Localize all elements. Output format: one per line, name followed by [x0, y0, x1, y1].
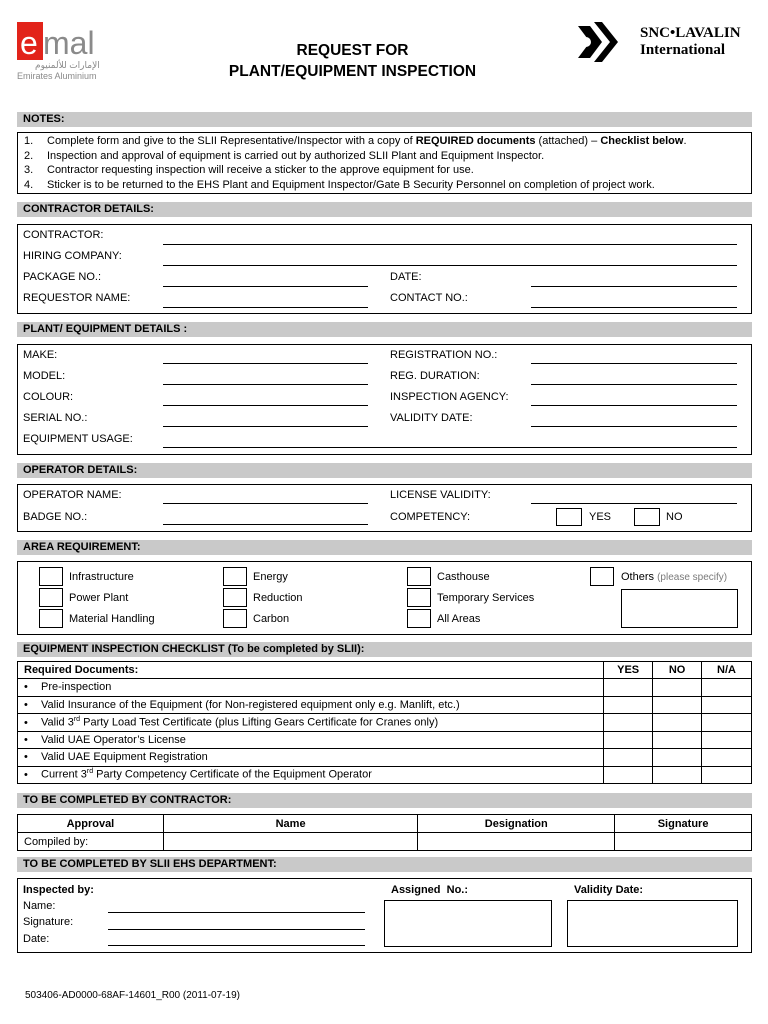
col-name: Name: [163, 815, 418, 833]
na-cell[interactable]: [702, 679, 752, 697]
inspector-name-label: Name:: [23, 900, 56, 912]
serial-no-field[interactable]: [163, 426, 368, 427]
snc-lavalin-logo-icon: [576, 22, 624, 62]
inspected-by-label: Inspected by:: [23, 884, 94, 896]
table-row: [18, 714, 752, 732]
no-cell[interactable]: [653, 696, 702, 714]
colour-label: COLOUR:: [23, 391, 74, 403]
serial-no-label: SERIAL NO.:: [23, 412, 88, 424]
bullet-icon: •: [24, 698, 28, 711]
inspection-date-label: Date:: [23, 933, 50, 945]
area-checkbox-power-plant[interactable]: [39, 588, 63, 607]
checklist-item: • Current 3rd Party Competency Certificate of the Equipment Operator: [18, 766, 604, 784]
license-validity-label: LICENSE VALIDITY:: [390, 489, 491, 501]
form-title-line2: PLANT/EQUIPMENT INSPECTION: [228, 63, 477, 80]
na-cell[interactable]: [702, 696, 752, 714]
competency-label: COMPETENCY:: [390, 511, 471, 523]
col-approval: Approval: [18, 815, 164, 833]
snc-name-line2: International: [640, 42, 726, 58]
operator-details-heading: OPERATOR DETAILS:: [17, 463, 752, 478]
area-label-material-handling: Material Handling: [69, 613, 155, 625]
requestor-name-field[interactable]: [163, 307, 368, 308]
col-na: N/A: [702, 662, 752, 679]
equipment-usage-field[interactable]: [163, 447, 737, 448]
area-checkbox-others[interactable]: [590, 567, 614, 586]
compiled-by-label: Compiled by:: [18, 833, 164, 851]
checklist-item: • Valid UAE Operator’s License: [18, 731, 604, 749]
contractor-label: CONTRACTOR:: [23, 229, 104, 241]
contractor-signoff-heading: TO BE COMPLETED BY CONTRACTOR:: [17, 793, 752, 808]
yes-cell[interactable]: [604, 766, 653, 784]
note-item: 3. Contractor requesting inspection will receive a sticker to the approve equipment for use.: [24, 164, 474, 177]
inspection-agency-label: INSPECTION AGENCY:: [390, 391, 509, 403]
note-item: 2. Inspection and approval of equipment is carried out by authorized SLII Plant and Equipment Inspector.: [24, 149, 545, 162]
contact-no-field[interactable]: [531, 307, 737, 308]
colour-field[interactable]: [163, 405, 368, 406]
checklist-item: • Valid Insurance of the Equipment (for Non-registered equipment only e.g. Manlift, etc.): [18, 696, 604, 714]
area-label-reduction: Reduction: [253, 592, 303, 604]
inspector-signature-field[interactable]: [108, 929, 365, 930]
area-label-casthouse: Casthouse: [437, 571, 490, 583]
ehs-validity-date-field[interactable]: [567, 900, 738, 947]
table-row: [18, 766, 752, 784]
checklist-table: [17, 661, 752, 784]
area-checkbox-all-areas[interactable]: [407, 609, 431, 628]
yes-cell[interactable]: [604, 679, 653, 697]
area-label-temporary-services: Temporary Services: [437, 592, 535, 604]
ehs-heading: TO BE COMPLETED BY SLII EHS DEPARTMENT:: [17, 857, 752, 872]
emal-arabic-name: الإمارات للألمنيوم: [35, 60, 100, 70]
bullet-icon: •: [24, 733, 28, 746]
assigned-no-label: Assigned No.:: [391, 884, 469, 896]
yes-cell[interactable]: [604, 714, 653, 732]
contractor-field[interactable]: [163, 244, 737, 245]
table-row: [18, 833, 752, 851]
col-yes: YES: [604, 662, 653, 679]
snc-lavalin-name: [640, 25, 741, 59]
area-checkbox-infrastructure[interactable]: [39, 567, 63, 586]
no-cell[interactable]: [653, 679, 702, 697]
others-specify-field[interactable]: [621, 589, 738, 628]
na-cell[interactable]: [702, 749, 752, 767]
others-text: Others: [621, 571, 655, 583]
operator-name-field[interactable]: [163, 503, 368, 504]
table-row: [18, 731, 752, 749]
validity-date-label: VALIDITY DATE:: [390, 412, 473, 424]
make-field[interactable]: [163, 363, 368, 364]
assigned-no-field[interactable]: [384, 900, 552, 947]
no-cell[interactable]: [653, 766, 702, 784]
contractor-signoff-table: [17, 814, 752, 851]
area-checkbox-casthouse[interactable]: [407, 567, 431, 586]
na-cell[interactable]: [702, 714, 752, 732]
equipment-usage-label: EQUIPMENT USAGE:: [23, 433, 133, 445]
area-checkbox-energy[interactable]: [223, 567, 247, 586]
bullet-icon: •: [24, 681, 28, 694]
badge-no-label: BADGE NO.:: [23, 511, 88, 523]
inspection-date-field[interactable]: [108, 945, 365, 946]
ehs-validity-date-label: Validity Date:: [574, 884, 644, 896]
area-label-energy: Energy: [253, 571, 288, 583]
na-cell[interactable]: [702, 731, 752, 749]
hiring-company-field[interactable]: [163, 265, 737, 266]
yes-cell[interactable]: [604, 696, 653, 714]
emal-logo-text: mal: [43, 25, 95, 61]
area-label-carbon: Carbon: [253, 613, 290, 625]
document-reference: 503406-AD0000-68AF-14601_R00 (2011-07-19): [25, 990, 240, 1001]
note-item: 1. Complete form and give to the SLII Representative/Inspector with a copy of REQUIRED documents (attached) – Checklist below.: [24, 135, 687, 147]
registration-no-label: REGISTRATION NO.:: [390, 349, 498, 361]
area-label-power-plant: Power Plant: [69, 592, 129, 604]
license-validity-field[interactable]: [531, 503, 737, 504]
contact-no-label: CONTACT NO.:: [390, 292, 468, 304]
table-row: [18, 696, 752, 714]
yes-cell[interactable]: [604, 749, 653, 767]
checklist-heading: EQUIPMENT INSPECTION CHECKLIST (To be completed by SLII):: [17, 642, 752, 657]
area-checkbox-material-handling[interactable]: [39, 609, 63, 628]
inspector-name-field[interactable]: [108, 912, 365, 913]
note-item: 4. Sticker is to be returned to the EHS Plant and Equipment Inspector/Gate B Security Personnel on completion of project work.: [24, 178, 655, 191]
table-row: [18, 749, 752, 767]
compiled-by-designation-cell[interactable]: [418, 833, 615, 851]
snc-name-line1: SNC•LAVALIN: [640, 25, 741, 41]
no-cell[interactable]: [653, 714, 702, 732]
area-checkbox-reduction[interactable]: [223, 588, 247, 607]
checklist-header-row: [18, 662, 752, 679]
form-title-line1: REQUEST FOR: [296, 42, 409, 59]
col-required-documents: Required Documents:: [18, 662, 604, 679]
model-field[interactable]: [163, 384, 368, 385]
notes-box: [17, 132, 752, 194]
checklist-item: • Pre-inspection: [18, 679, 604, 697]
badge-no-field[interactable]: [163, 524, 368, 525]
compiled-by-name-cell[interactable]: [163, 833, 418, 851]
no-cell[interactable]: [653, 731, 702, 749]
package-no-label: PACKAGE NO.:: [23, 271, 102, 283]
bullet-icon: •: [24, 769, 28, 782]
others-hint: (please specify): [657, 572, 728, 583]
no-cell[interactable]: [653, 749, 702, 767]
date-label: DATE:: [390, 271, 422, 283]
hiring-company-label: HIRING COMPANY:: [23, 250, 122, 262]
area-label-infrastructure: Infrastructure: [69, 571, 134, 583]
emal-logo: [17, 20, 107, 82]
requestor-name-label: REQUESTOR NAME:: [23, 292, 131, 304]
operator-name-label: OPERATOR NAME:: [23, 489, 122, 501]
bullet-icon: •: [24, 716, 28, 729]
registration-no-field[interactable]: [531, 363, 737, 364]
col-designation: Designation: [418, 815, 615, 833]
checklist-item: • Valid UAE Equipment Registration: [18, 749, 604, 767]
table-row: [18, 679, 752, 697]
reg-duration-label: REG. DURATION:: [390, 370, 480, 382]
checklist-item: • Valid 3rd Party Load Test Certificate (plus Lifting Gears Certificate for Cranes only): [18, 714, 604, 732]
date-field[interactable]: [531, 286, 737, 287]
reg-duration-field[interactable]: [531, 384, 737, 385]
inspection-agency-field[interactable]: [531, 405, 737, 406]
notes-heading: NOTES:: [17, 112, 752, 127]
svg-text:e: e: [20, 25, 38, 61]
make-label: MAKE:: [23, 349, 58, 361]
signoff-header-row: [18, 815, 752, 833]
inspector-signature-label: Signature:: [23, 916, 74, 928]
emal-english-name: Emirates Aluminium: [17, 71, 97, 81]
contractor-details-heading: CONTRACTOR DETAILS:: [17, 202, 752, 217]
col-no: NO: [653, 662, 702, 679]
competency-yes-checkbox[interactable]: [556, 508, 582, 526]
yes-cell[interactable]: [604, 731, 653, 749]
area-checkbox-temporary-services[interactable]: [407, 588, 431, 607]
compiled-by-signature-cell[interactable]: [615, 833, 752, 851]
area-checkbox-carbon[interactable]: [223, 609, 247, 628]
model-label: MODEL:: [23, 370, 66, 382]
competency-no-label: NO: [666, 511, 683, 523]
validity-date-field[interactable]: [531, 426, 737, 427]
competency-no-checkbox[interactable]: [634, 508, 660, 526]
competency-yes-label: YES: [589, 511, 612, 523]
equipment-details-heading: PLANT/ EQUIPMENT DETAILS :: [17, 322, 752, 337]
col-signature: Signature: [615, 815, 752, 833]
na-cell[interactable]: [702, 766, 752, 784]
bullet-icon: •: [24, 751, 28, 764]
area-label-others: [621, 571, 727, 583]
package-no-field[interactable]: [163, 286, 368, 287]
area-requirement-heading: AREA REQUIREMENT:: [17, 540, 752, 555]
area-label-all-areas: All Areas: [437, 613, 481, 625]
